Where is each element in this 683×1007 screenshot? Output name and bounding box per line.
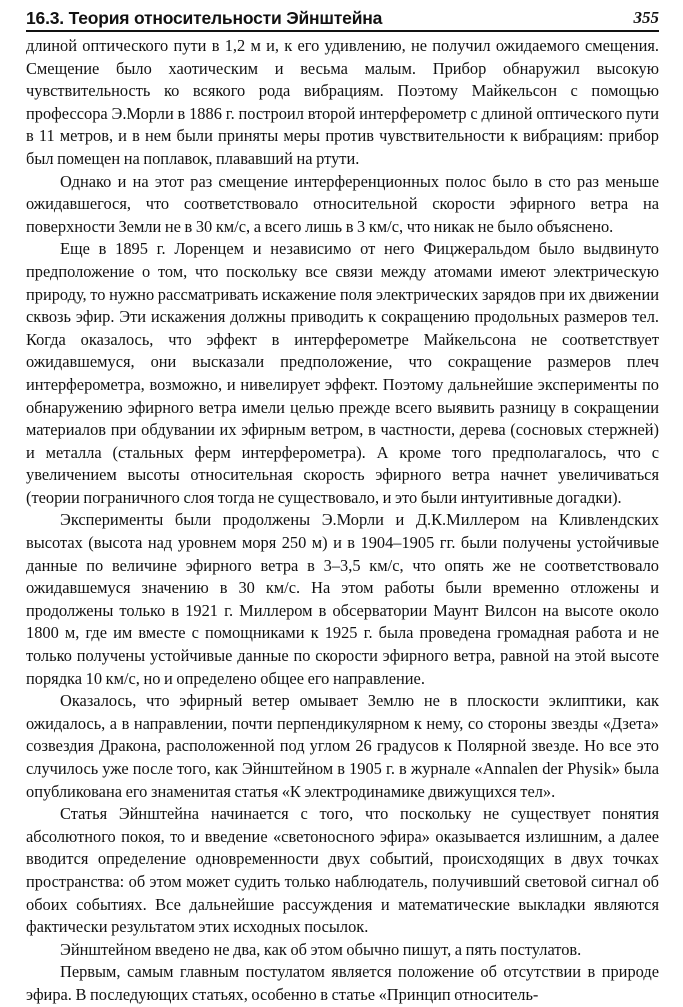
paragraph: Оказалось, что эфирный ветер омывает Землю не в плоскости эклиптики, как ожидалось, а в направлении, почти перпендикулярном к нему, со стороны звезды «Дзета» созвездия Дракона, расположенной под углом 26 градусов к Полярной звезде. Но все это случилось уже после того, как Эйнштейном в 1905 г. в журнале «Annalen der Physik» была опубликована его знаменитая статья «К электродинамике движущихся тел». xyxy=(26,691,659,801)
paragraph: Первым, самым главным постулатом является положение об отсутствии в природе эфира. В последующих статьях, особенно в статье «Принцип относитель- xyxy=(26,962,659,1004)
body-text xyxy=(26,35,659,1007)
running-header xyxy=(26,8,659,32)
paragraph-continuation: длиной оптического пути в 1,2 м и, к его удивлению, не получил ожидаемого смещения. Смещение было хаотическим и весьма малым. Прибор обнаружил высокую чувствительность ко всякого рода вибрациям. Поэтому Майкельсон с помощью профессора Э.Морли в 1886 г. построил второй интерферометр с длиной оптического пути в 11 метров, и в нем были приняты меры против чувствительности к вибрациям: прибор был помещен на поплавок, плававший на ртути. xyxy=(26,36,659,168)
paragraph: Эйнштейном введено не два, как об этом обычно пишут, а пять постулатов. xyxy=(60,939,582,959)
paragraph: Еще в 1895 г. Лоренцем и независимо от него Фицжеральдом было выдвинуто предположение о том, что поскольку все связи между атомами имеют электрическую природу, то нужно рассматривать искажение поля электрических зарядов при их движении сквозь эфир. Эти искажения должны приводить к сокращению продольных размеров тел. Когда оказалось, что эффект в интерферометре Майкельсона не соответствует ожидавшемуся, они высказали предположение, что сокращение размеров плеч интерферометра, возможно, и нивелирует эффект. Поэтому дальнейшие эксперименты по обнаружению эфирного ветра имели целью прежде всего выявить разницу в сокращении материалов при обдувании их эфирным ветром, в частности, дерева (сосновых стержней) и металла (стальных ферм интерферометра). А кроме того предполагалось, что с увеличением высоты относительная скорость эфирного ветра начнет увеличиваться (теории пограничного слоя тогда не существовало, и это были интуитивные догадки). xyxy=(26,239,659,507)
paragraph: Эксперименты были продолжены Э.Морли и Д.К.Миллером на Кливлендских высотах (высота над уровнем моря 250 м) и в 1904–1905 гг. были получены устойчивые данные по величине эфирного ветра в 3–3,5 км/с, что опять же не соответствовало ожидавшемуся значению в 30 км/с. На этом работы были временно отложены и продолжены только в 1921 г. Миллером в обсерватории Маунт Вилсон на высоте около 1800 м, где им вместе с помощниками к 1925 г. была проведена громадная работа и не только получены устойчивые данные по скорости эфирного ветра, равной на этой высоте порядка 10 км/с, но и определено общее его направление. xyxy=(26,510,659,688)
paragraph: Статья Эйнштейна начинается с того, что поскольку не существует понятия абсолютного покоя, то и введение «светоносного эфира» оказывается излишним, а далее вводится определение одновременности двух событий, происходящих в двух точках пространства: об этом может судить только наблюдатель, получивший световой сигнал об обоих событиях. Все дальнейшие рассуждения и математические выкладки являются фактически результатом этих исходных посылок. xyxy=(26,804,659,937)
section-title: 16.3. Теория относительности Эйнштейна xyxy=(26,8,383,28)
paragraph: Однако и на этот раз смещение интерференционных полос было в сто раз меньше ожидавшегося, что соответствовало относительной скорости эфирного ветра на поверхности Земли не в 30 км/с, а всего лишь в 3 км/с, что никак не было объяснено. xyxy=(26,171,659,236)
page-number: 355 xyxy=(633,8,659,27)
